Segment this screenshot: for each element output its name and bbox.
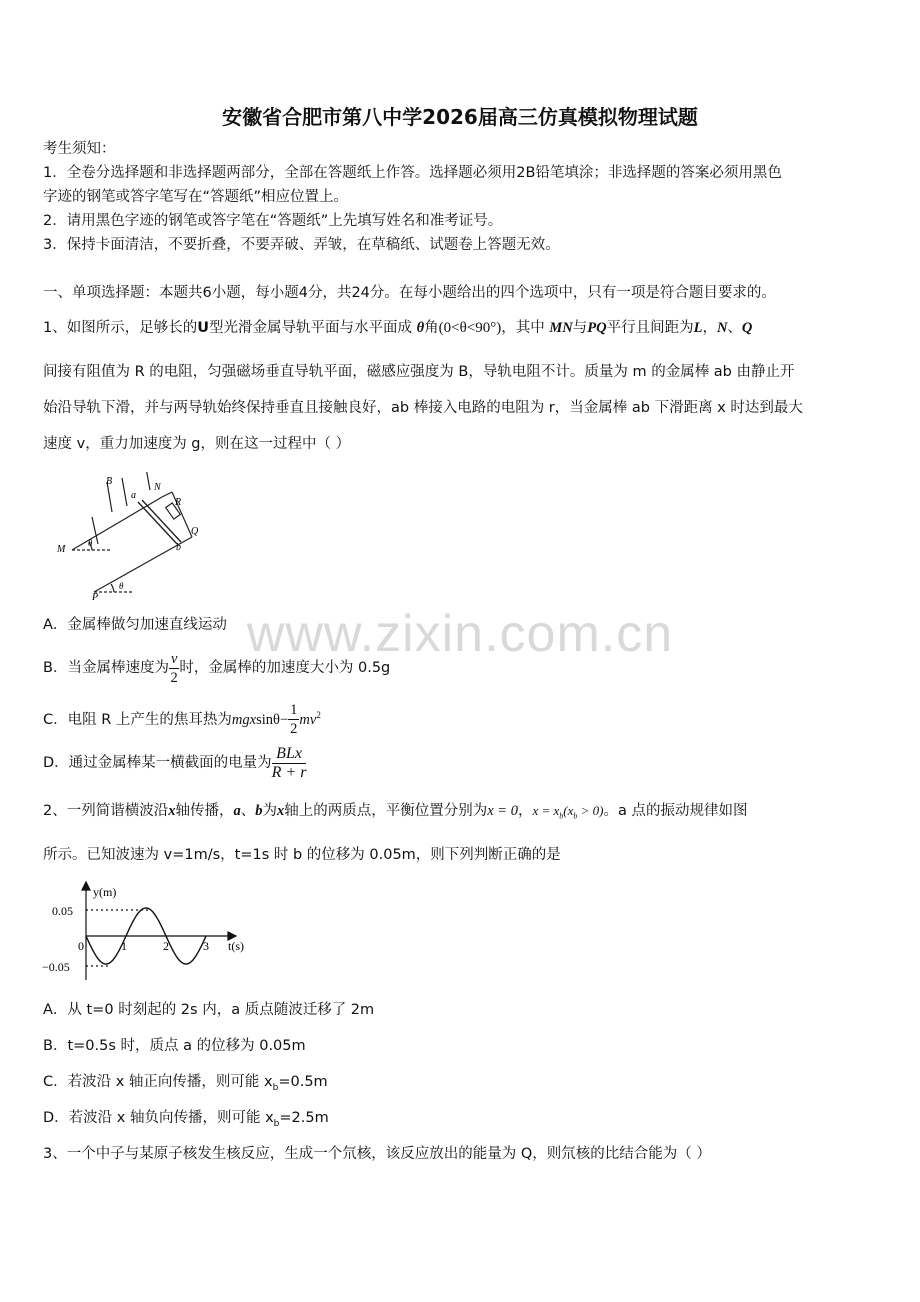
q1-line-1: 1、如图所示，足够长的U型光滑金属导轨平面与水平面成 θ角(0<θ<90°)，其中 MN与PQ平行且间距为L，N、Q [43,320,753,336]
rod-ab [138,502,177,544]
graph-ytick-pos: 0.05 [52,904,73,918]
notice-item-1: 1．全卷分选择题和非选择题两部分，全部在答题纸上作答。选择题必须用2B铅笔填涂；非选择题的答案必须用黑色 [43,165,782,181]
graph-xtick-3: 3 [203,939,209,953]
graph-x-label: t(s) [228,939,244,953]
q2-option-d: D．若波沿 x 轴负向传播，则可能 $x_b=2.5m$ [43,1110,329,1129]
graph-y-label: y(m) [93,885,117,899]
label-q: Q [191,526,199,537]
section-heading: 一、单项选择题：本题共6小题，每小题4分，共24分。在每小题给出的四个选项中，只有一项是符合题目要求的。 [43,285,776,301]
notice-item-1-cont: 字迹的钢笔或答字笔写在“答题纸”相应位置上。 [43,189,349,205]
y-axis-arrow [82,882,90,890]
label-m: M [57,544,66,555]
q2-line-2: 所示。已知波速为 v=1m/s，t=1s 时 b 的位移为 0.05m，则下列判断正确的是 [43,847,561,863]
label-n: N [154,482,161,493]
graph-xtick-1: 1 [121,939,127,953]
q2-vibration-graph [38,880,254,984]
graph-origin: 0 [78,939,84,953]
label-theta-2: θ [119,581,124,591]
notice-item-3: 3．保持卡面清洁，不要折叠，不要弄破、弄皱，在草稿纸、试题卷上答题无效。 [43,237,560,253]
label-b-point: b [176,542,181,553]
q3-line-1: 3、一个中子与某原子核发生核反应，生成一个氘核，该反应放出的能量为 Q，则氘核的比结合能为（ ） [43,1146,711,1162]
label-theta-1: θ [88,538,93,548]
q1-option-d: D．通过金属棒某一横截面的电量为 $\frac{\text{BLx}}{R + r}$ [43,744,307,781]
notice-heading: 考生须知： [43,141,116,157]
q1-option-b: B．当金属棒速度为 $\frac{v}{2}$ 时，金属棒的加速度大小为 0.5g [43,650,391,686]
watermark: www.zixin.com.cn [246,605,674,663]
graph-ytick-neg: −0.05 [42,960,70,974]
graph-xtick-2: 2 [163,939,169,953]
q1-line-2: 间接有阻值为 R 的电阻，匀强磁场垂直导轨平面，磁感应强度为 B，导轨电阻不计。质量为 m 的金属棒 ab 由静止开 [43,364,795,380]
q2-option-c: C．若波沿 x 轴正向传播，则可能 $x_b=0.5m$ [43,1074,328,1093]
label-a: a [131,490,136,501]
q2-line-1: 2、一列简谐横波沿x轴传播，a、b为x轴上的两质点，平衡位置分别为x = 0，$x = x_b(x_b > 0)$。a 点的振动规律如图 [43,803,748,821]
q1-option-a: A．金属棒做匀加速直线运动 [43,617,227,633]
notice-item-2: 2．请用黑色字迹的钢笔或答字笔在“答题纸”上先填写姓名和准考证号。 [43,213,503,229]
q2-option-b: B．t=0.5s 时，质点 a 的位移为 0.05m [43,1038,306,1054]
q1-line-3: 始沿导轨下滑，并与两导轨始终保持垂直且接触良好，ab 棒接入电路的电阻为 r，当金属棒 ab 下滑距离 x 时达到最大 [43,400,803,416]
q1-rail-diagram [52,472,212,604]
page-title: 安徽省合肥市第八中学2026届高三仿真模拟物理试题 [222,105,698,129]
rail-mn [72,497,162,550]
label-r: R [175,497,182,508]
label-p: P [92,592,99,603]
label-b-field: B [106,476,113,487]
q2-option-a: A．从 t=0 时刻起的 2s 内，a 质点随波迁移了 2m [43,1002,375,1018]
q1-option-c: C．电阻 R 上产生的焦耳热为mgxsinθ− $\frac{1}{2}$ $mv^2$ [43,702,321,738]
q1-line-4: 速度 v，重力加速度为 g，则在这一过程中（ ） [43,436,351,452]
